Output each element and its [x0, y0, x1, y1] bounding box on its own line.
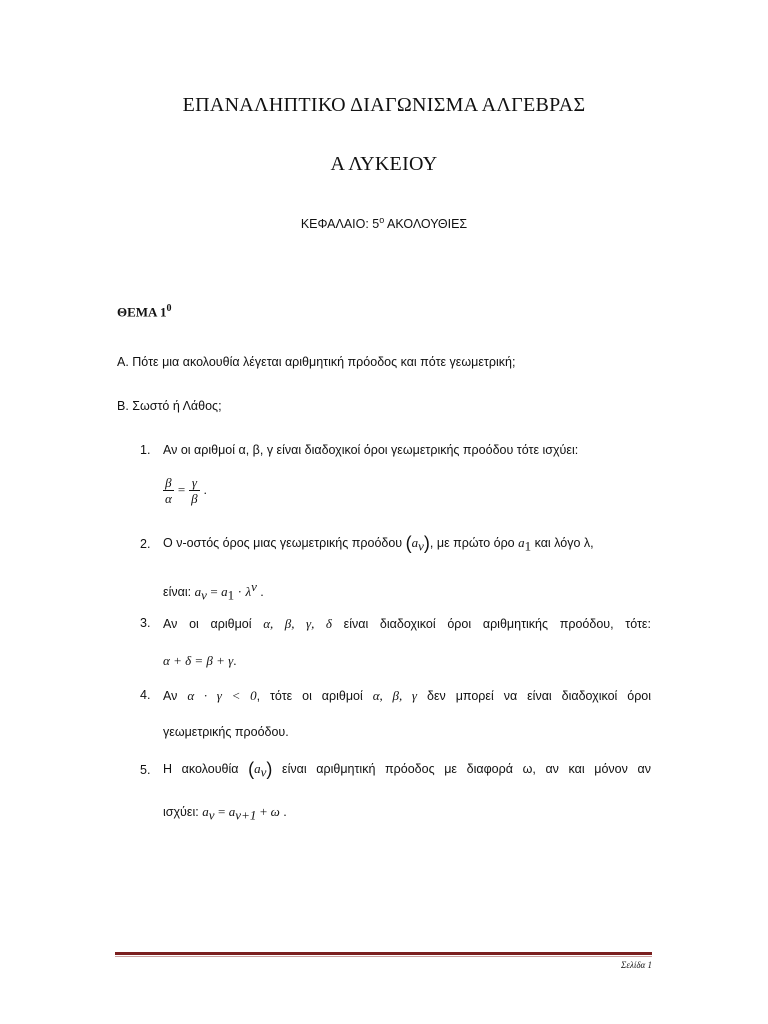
item-2-text-a: Ο ν-οστός όρος μιας γεωμετρικής προόδου	[163, 536, 403, 550]
item-1-formula	[163, 475, 651, 506]
item-3-number: 3.	[140, 616, 151, 630]
chapter-prefix: ΚΕΦΑΛΑΙΟ: 5	[300, 217, 380, 232]
item-4-line-1	[163, 688, 651, 704]
item-2-text-b: , με πρώτο όρο	[429, 536, 515, 550]
item-1-number: 1.	[140, 443, 151, 457]
footer-rule-dark	[115, 952, 652, 955]
formula-next-term: a	[228, 804, 236, 819]
item-1-fraction-left	[163, 475, 174, 506]
fraction-numerator: β	[163, 475, 174, 491]
item-4-line-2: γεωμετρικής προόδου.	[163, 725, 289, 739]
equals-sign: =	[177, 482, 186, 498]
section-label: ΘΕΜΑ 1	[117, 304, 167, 320]
item-4-text-a: Αν	[163, 689, 178, 703]
item-3-text-b: είναι διαδοχικοί όροι αριθμητικής προόδου, τότε:	[343, 617, 651, 631]
document-grade: Α ΛΥΚΕΙΟΥ	[330, 153, 438, 175]
part-a-question: Α. Πότε μια ακολουθία λέγεται αριθμητική πρόοδος και πότε γεωμετρική;	[117, 355, 516, 369]
chapter-suffix: ΑΚΟΛΟΥΘΙΕΣ	[384, 217, 468, 232]
fraction-denominator: β	[191, 491, 198, 506]
item-5-text-a: Η ακολουθία	[163, 762, 239, 776]
formula-subscript: ν	[201, 587, 207, 603]
formula-end: .	[233, 653, 237, 668]
item-5-line-2	[163, 804, 651, 824]
formula-end: .	[260, 584, 264, 600]
document-title: ΕΠΑΝΑΛΗΠΤΙΚΟ ΔΙΑΓΩΝΙΣΜΑ ΑΛΓΕΒΡΑΣ	[182, 94, 586, 116]
part-b-question: Β. Σωστό ή Λάθος;	[117, 399, 222, 413]
equals-sign: =	[217, 804, 226, 819]
item-2-number: 2.	[140, 537, 151, 551]
formula-ratio: λ	[245, 584, 252, 600]
item-3-line-2	[163, 652, 651, 670]
sequence-variable: a	[411, 535, 419, 550]
item-3-text-a: Αν οι αριθμοί	[163, 617, 252, 631]
item-1-fraction-right	[189, 475, 199, 506]
formula-subscript: ν	[208, 807, 215, 823]
item-1-text: Αν οι αριθμοί α, β, γ είναι διαδοχικοί όροι γεωμετρικής προόδου τότε ισχύει:	[163, 443, 579, 457]
first-term-subscript: 1	[524, 538, 532, 554]
item-2-line-1: Ο ν-οστός όρος μιας γεωμετρικής προόδου $(a_\nu)$, με πρώτο όρο $a_1$ και λόγο λ,	[163, 533, 594, 554]
formula-end: .	[203, 482, 207, 498]
item-2-line-2	[163, 579, 651, 604]
item-5-text-b: είναι αριθμητική πρόοδος με διαφορά ω, αν και μόνον αν	[282, 762, 651, 776]
formula-variable: a	[194, 584, 202, 600]
item-4-variables: α, β, γ	[372, 688, 418, 703]
formula-difference: ω	[270, 804, 280, 819]
footer-rule-light	[115, 956, 652, 957]
formula-end: .	[283, 804, 287, 819]
formula-variable: a	[202, 804, 209, 819]
item-2-line-2-text: είναι:	[163, 585, 192, 600]
item-4-text-b: , τότε οι αριθμοί	[256, 689, 363, 703]
equals-sign: =	[210, 584, 218, 600]
formula-first-term: a	[221, 584, 228, 600]
item-4-text-c: δεν μπορεί να είναι διαδοχικοί όροι	[427, 689, 652, 703]
item-3-variables: α, β, γ, δ	[263, 616, 332, 631]
sequence-subscript: ν	[260, 764, 267, 780]
fraction-numerator: γ	[189, 475, 199, 491]
section-sup: 0	[166, 303, 172, 314]
formula-first-term-subscript: 1	[227, 587, 235, 603]
formula-next-term-subscript: ν+1	[235, 807, 257, 823]
item-2-text-c: και λόγο λ,	[534, 536, 594, 550]
item-5-line-1: Η ακολουθία $(a_\nu)$ είναι αριθμητική πρόοδος με διαφορά ω, αν και μόνον αν	[163, 759, 651, 780]
item-4-number: 4.	[140, 688, 151, 702]
item-4-condition: α · γ < 0	[187, 688, 257, 703]
item-5-line-2-text: ισχύει:	[163, 805, 199, 819]
first-term-variable: a	[518, 535, 525, 550]
plus-sign: +	[259, 804, 268, 819]
page-number: Σελίδα 1	[621, 960, 652, 970]
item-3-line-1	[163, 616, 651, 632]
sequence-variable: a	[254, 761, 261, 776]
fraction-denominator: α	[165, 491, 172, 506]
item-3-formula: α + δ = β + γ	[163, 653, 234, 668]
item-5-number: 5.	[140, 763, 151, 777]
multiply-dot: ·	[237, 584, 242, 600]
chapter-sup: ο	[379, 215, 385, 225]
section-heading	[117, 303, 171, 320]
chapter-line	[0, 215, 768, 231]
formula-exponent: ν	[251, 579, 257, 594]
sequence-subscript: ν	[418, 538, 424, 554]
